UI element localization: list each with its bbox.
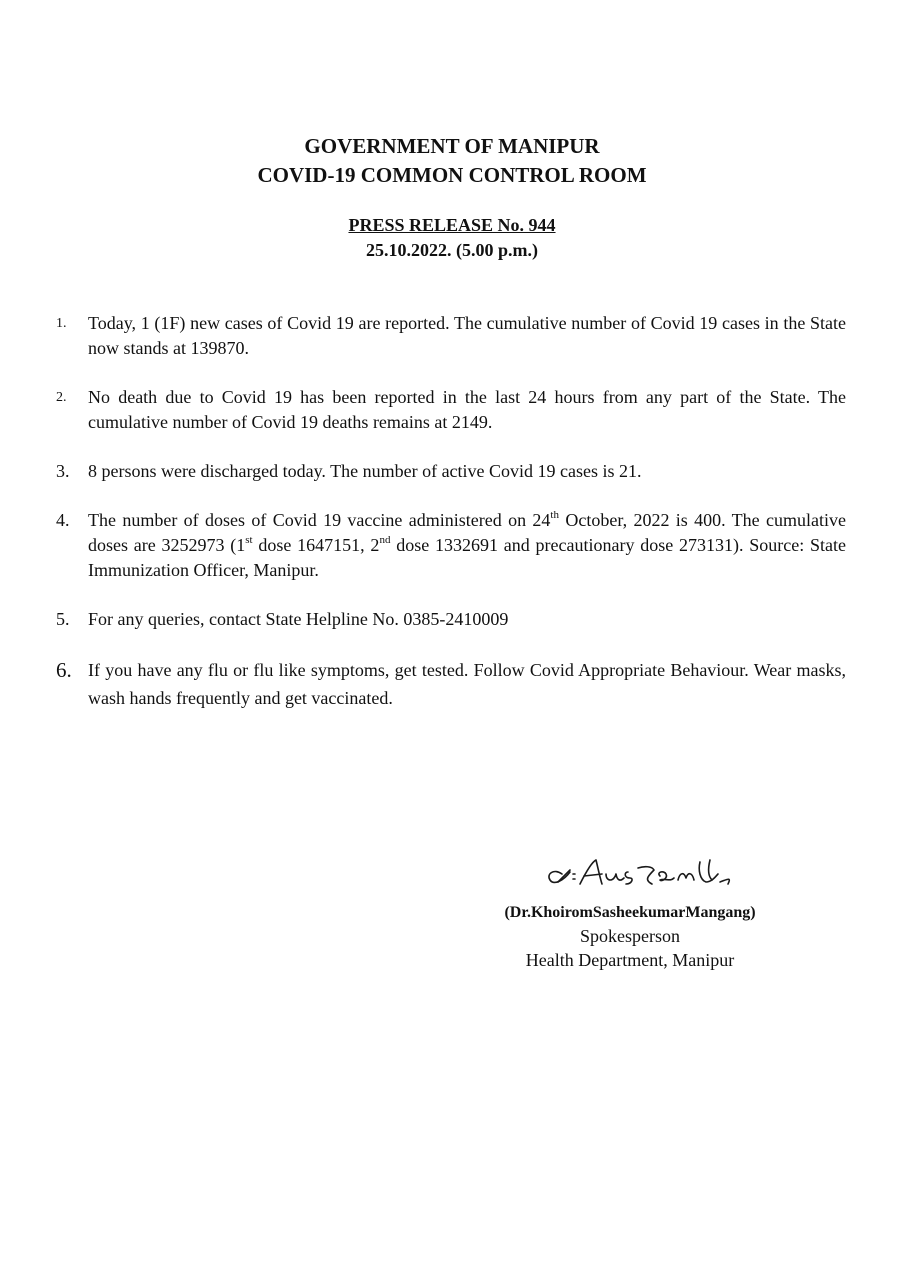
item-number: 4.: [56, 510, 70, 530]
signature-image: [540, 852, 740, 894]
list-item: [56, 508, 846, 583]
item-number: 5.: [56, 609, 70, 629]
list-item: [56, 459, 846, 484]
press-release-items: [56, 311, 846, 712]
item-text: 8 persons were discharged today. The number of active Covid 19 cases is 21.: [88, 461, 642, 481]
list-item: [56, 656, 846, 712]
press-release-date: 25.10.2022. (5.00 p.m.): [366, 240, 538, 260]
signatory-title: Spokesperson: [580, 926, 680, 946]
press-release-number: PRESS RELEASE No. 944: [348, 215, 556, 235]
item-text: If you have any flu or flu like symptoms, get tested. Follow Covid Appropriate Behaviour. Wear masks, wash hands frequently and get vaccinated.: [88, 660, 846, 708]
item-number: 6.: [56, 658, 72, 682]
item-text: For any queries, contact State Helpline No. 0385-2410009: [88, 609, 509, 629]
item-text: Today, 1 (1F) new cases of Covid 19 are reported. The cumulative number of Covid 19 cases in the State now stands at 139870.: [88, 313, 846, 358]
item-text: The number of doses of Covid 19 vaccine administered on 24th October, 2022 is 400. The cumulative doses are 3252973 (1st dose 1647151, 2nd dose 1332691 and precautionary dose 273131). Source: State Immunization Officer, Manipur.: [88, 509, 846, 580]
item-number: 3.: [56, 461, 70, 481]
item-number: 1.: [56, 316, 67, 331]
header-government: GOVERNMENT OF MANIPUR: [304, 134, 600, 158]
header-control-room: COVID-19 COMMON CONTROL ROOM: [257, 163, 647, 187]
item-text: No death due to Covid 19 has been reported in the last 24 hours from any part of the State. The cumulative number of Covid 19 deaths remains at 2149.: [88, 387, 846, 432]
item-number: 2.: [56, 390, 67, 405]
signatory-department: Health Department, Manipur: [525, 950, 735, 970]
signatory-name: (Dr.KhoiromSasheekumarMangang): [504, 904, 756, 921]
list-item: [56, 385, 846, 435]
list-item: [56, 607, 846, 632]
list-item: [56, 311, 846, 361]
